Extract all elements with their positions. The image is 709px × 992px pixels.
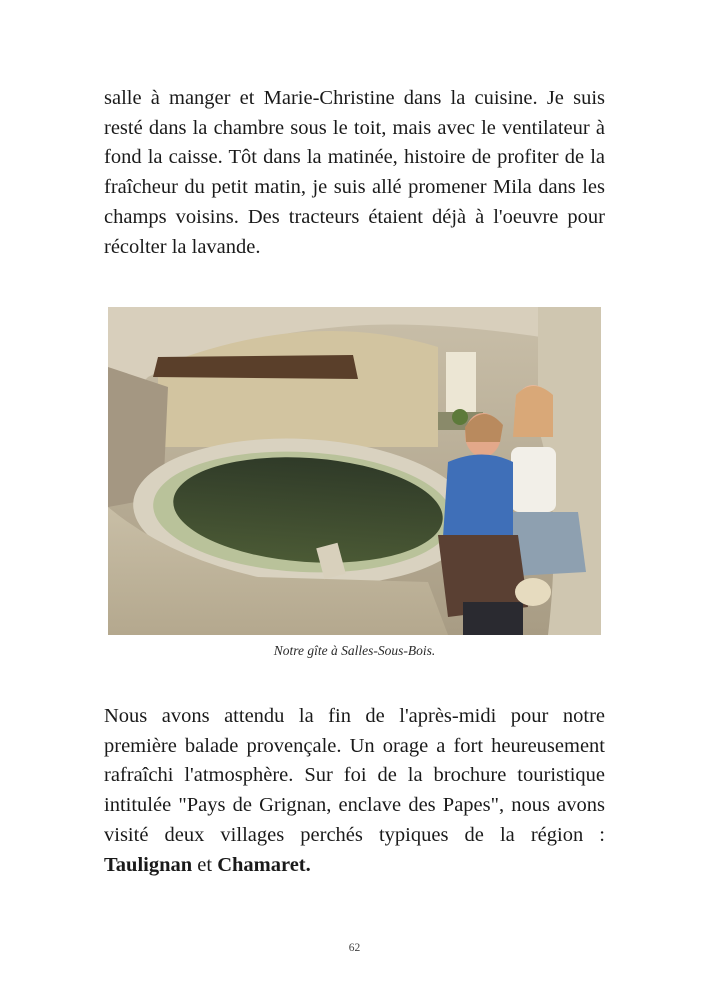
village-taulignan: Taulignan — [104, 853, 193, 876]
page-number: 62 — [348, 942, 361, 954]
village-chamaret: Chamaret. — [217, 853, 311, 876]
photo-lavoir-icon — [108, 307, 601, 635]
photo-lavoir — [108, 307, 601, 635]
paragraph-2-text: Nous avons attendu la fin de l'après-midi pour notre première balade provençale. Un orage a fort heureusement rafraîchi l'atmosphère. Sur foi de la brochure touristique intitulée "Pays de Grignan, enclave des Papes", nous avons visité deux villages perchés typiques de la région : — [104, 705, 605, 846]
paragraph-2 — [104, 702, 605, 880]
photo-caption: Notre gîte à Salles-Sous-Bois. — [273, 643, 436, 658]
paragraph-2-between: et — [192, 853, 218, 876]
paragraph-1-text: salle à manger et Marie-Christine dans la cuisine. Je suis resté dans la chambre sous le toit, mais avec le ventilateur à fond la caisse. Tôt dans la matinée, histoire de profiter de la fraîcheur du petit matin, je suis allé promener Mila dans les champs voisins. Des tracteurs étaient déjà à l'oeuvre pour récolter la lavande. — [104, 87, 605, 258]
paragraph-1 — [104, 84, 605, 262]
